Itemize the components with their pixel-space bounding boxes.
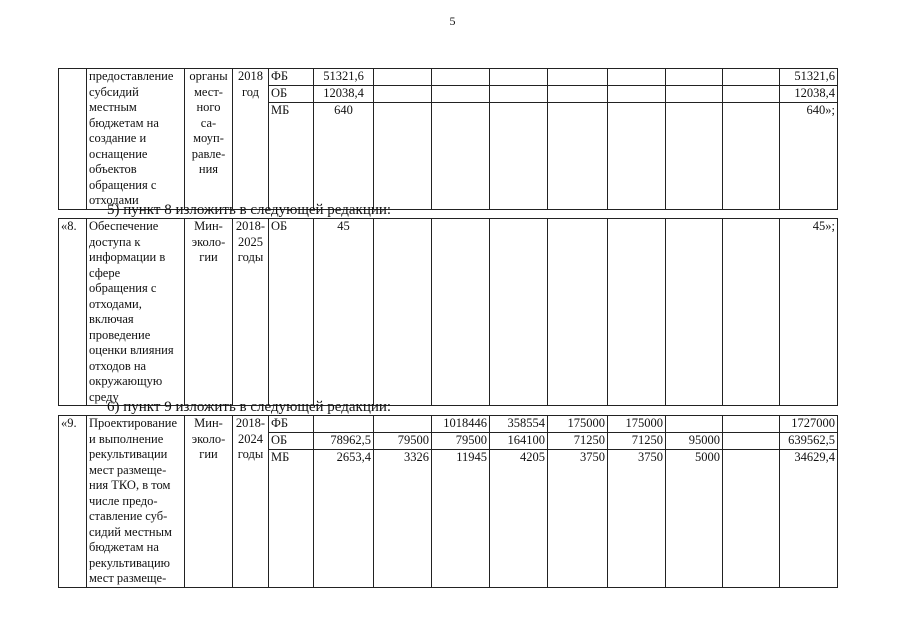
measure-description-cell [87,219,185,406]
period-line: 2025 [238,234,263,249]
period-cell [233,219,269,406]
funding-source-cell: ОБ [269,219,314,406]
amount-cell [374,103,432,209]
amount-cell [666,416,723,433]
total-cell: 640»; [780,103,838,209]
section-heading-point-8: 5) пункт 8 изложить в следующей редакции: [107,202,392,218]
amount-cell [490,69,548,86]
executor-line: гии [199,250,218,264]
total-cell: 12038,4 [780,86,838,103]
executor-line: Мин- [194,416,223,430]
executor-cell [185,416,233,588]
period-line: 2018- [235,219,266,233]
amount-cell: 3750 [548,449,608,587]
description-line: рекультивации [89,447,168,461]
funding-source-cell: ФБ [269,416,314,433]
section-heading-point-9: 6) пункт 9 изложить в следующей редакции: [107,399,392,415]
measure-number-cell: «8. [59,219,87,406]
amount-cell: 2653,4 [314,449,374,587]
executor-cell [185,219,233,406]
page-number: 5 [449,14,456,28]
amount-cell [432,69,490,86]
amount-cell [432,86,490,103]
description-line: проведение [89,327,151,342]
description-line: обращения с [89,281,157,295]
amount-cell: 11945 [432,449,490,587]
table-row [59,219,838,406]
executor-line: органы [189,69,228,83]
amount-cell [666,219,723,406]
total-cell: 34629,4 [780,449,838,587]
amount-cell: 175000 [608,416,666,433]
measure-number-cell: «9. [59,416,87,588]
description-line: создание и [89,131,147,145]
executor-line: ного [196,100,221,114]
amount-cell: 164100 [490,432,548,449]
amount-cell [548,103,608,209]
period-line: год [241,84,260,99]
amount-cell [666,69,723,86]
description-line: среду [89,389,119,404]
amount-cell: 3326 [374,449,432,587]
amount-cell [608,103,666,209]
description-line: сидий местным [89,524,172,539]
amount-cell: 71250 [548,432,608,449]
description-line: мест размеще- [89,462,167,477]
amount-cell: 4205 [490,449,548,587]
description-line: окружающую [89,374,163,388]
description-line: сфере [89,265,121,280]
amount-cell [723,69,780,86]
description-line: рекультивацию [89,555,171,570]
executor-line: эколо- [191,431,226,446]
total-cell: 639562,5 [780,432,838,449]
amount-cell [723,219,780,406]
total-cell: 1727000 [780,416,838,433]
description-line: объектов [89,162,137,176]
funding-source-cell: ОБ [269,86,314,103]
executor-line: равле- [191,146,226,161]
executor-line: ния [198,162,219,176]
amount-cell [608,86,666,103]
amount-cell: 5000 [666,449,723,587]
description-line: оценки влияния [89,343,174,357]
period-line: годы [237,250,264,264]
description-line: субсидий [89,84,139,99]
amount-cell: 3750 [608,449,666,587]
description-line: бюджетам на [89,115,159,130]
description-line: ния ТКО, в том [89,478,171,492]
table-row [59,416,838,433]
executor-line: са- [200,115,217,130]
measure-table-section-2 [58,218,838,406]
amount-cell: 12038,4 [314,86,374,103]
amount-cell: 78962,5 [314,432,374,449]
amount-cell: 175000 [548,416,608,433]
description-line: ставление суб- [89,509,168,523]
description-line: мест размеще- [89,571,167,585]
amount-cell [723,449,780,587]
description-line: оснащение [89,146,148,161]
amount-cell: 358554 [490,416,548,433]
amount-cell [548,219,608,406]
executor-cell [185,69,233,210]
funding-source-cell: ОБ [269,432,314,449]
executor-line: мест- [194,84,223,99]
amount-cell [374,86,432,103]
amount-cell [432,219,490,406]
amount-cell [548,86,608,103]
amount-cell [490,219,548,406]
measure-number-cell [59,69,87,210]
measure-table-section-3 [58,415,838,588]
description-line: доступа к [89,234,141,249]
description-line: Обеспечение [89,219,159,233]
amount-cell: 71250 [608,432,666,449]
amount-cell [314,416,374,433]
amount-cell [666,86,723,103]
period-cell [233,416,269,588]
amount-cell: 79500 [432,432,490,449]
amount-cell: 95000 [666,432,723,449]
funding-source-cell: МБ [269,449,314,587]
executor-line: Мин- [194,219,223,233]
description-line: и выполнение [89,431,164,446]
description-line: Проектирование [89,416,178,430]
amount-cell [608,69,666,86]
period-line: 2024 [238,431,263,446]
period-line: 2018 [238,69,263,83]
amount-cell: 640 [314,103,374,209]
amount-cell [374,416,432,433]
period-line: 2018- [235,416,266,430]
amount-cell [490,103,548,209]
amount-cell [374,69,432,86]
period-cell [233,69,269,210]
period-line: годы [237,447,264,461]
total-cell: 51321,6 [780,69,838,86]
measure-description-cell [87,69,185,210]
amount-cell [723,103,780,209]
amount-cell [374,219,432,406]
amount-cell [432,103,490,209]
amount-cell: 1018446 [432,416,490,433]
description-line: отходами [89,193,139,207]
amount-cell [723,432,780,449]
description-line: информации в [89,250,166,264]
amount-cell [666,103,723,209]
amount-cell [548,69,608,86]
description-line: предоставление [89,69,174,83]
amount-cell [608,219,666,406]
executor-line: гии [199,447,218,461]
executor-line: моуп- [193,131,224,145]
description-line: местным [89,100,137,114]
measure-table-section-1 [58,68,838,210]
funding-source-cell: МБ [269,103,314,209]
description-line: отходами, [89,296,142,311]
description-line: числе предо- [89,493,158,508]
amount-cell [490,86,548,103]
funding-source-cell: ФБ [269,69,314,86]
amount-cell [723,416,780,433]
table-row [59,69,838,86]
amount-cell: 51321,6 [314,69,374,86]
amount-cell [723,86,780,103]
description-line: включая [89,312,134,326]
description-line: бюджетам на [89,540,159,554]
executor-line: эколо- [191,234,226,249]
description-line: обращения с [89,177,157,192]
amount-cell: 45 [314,219,374,406]
amount-cell: 79500 [374,432,432,449]
description-line: отходов на [89,358,147,373]
measure-description-cell [87,416,185,588]
total-cell: 45»; [780,219,838,406]
